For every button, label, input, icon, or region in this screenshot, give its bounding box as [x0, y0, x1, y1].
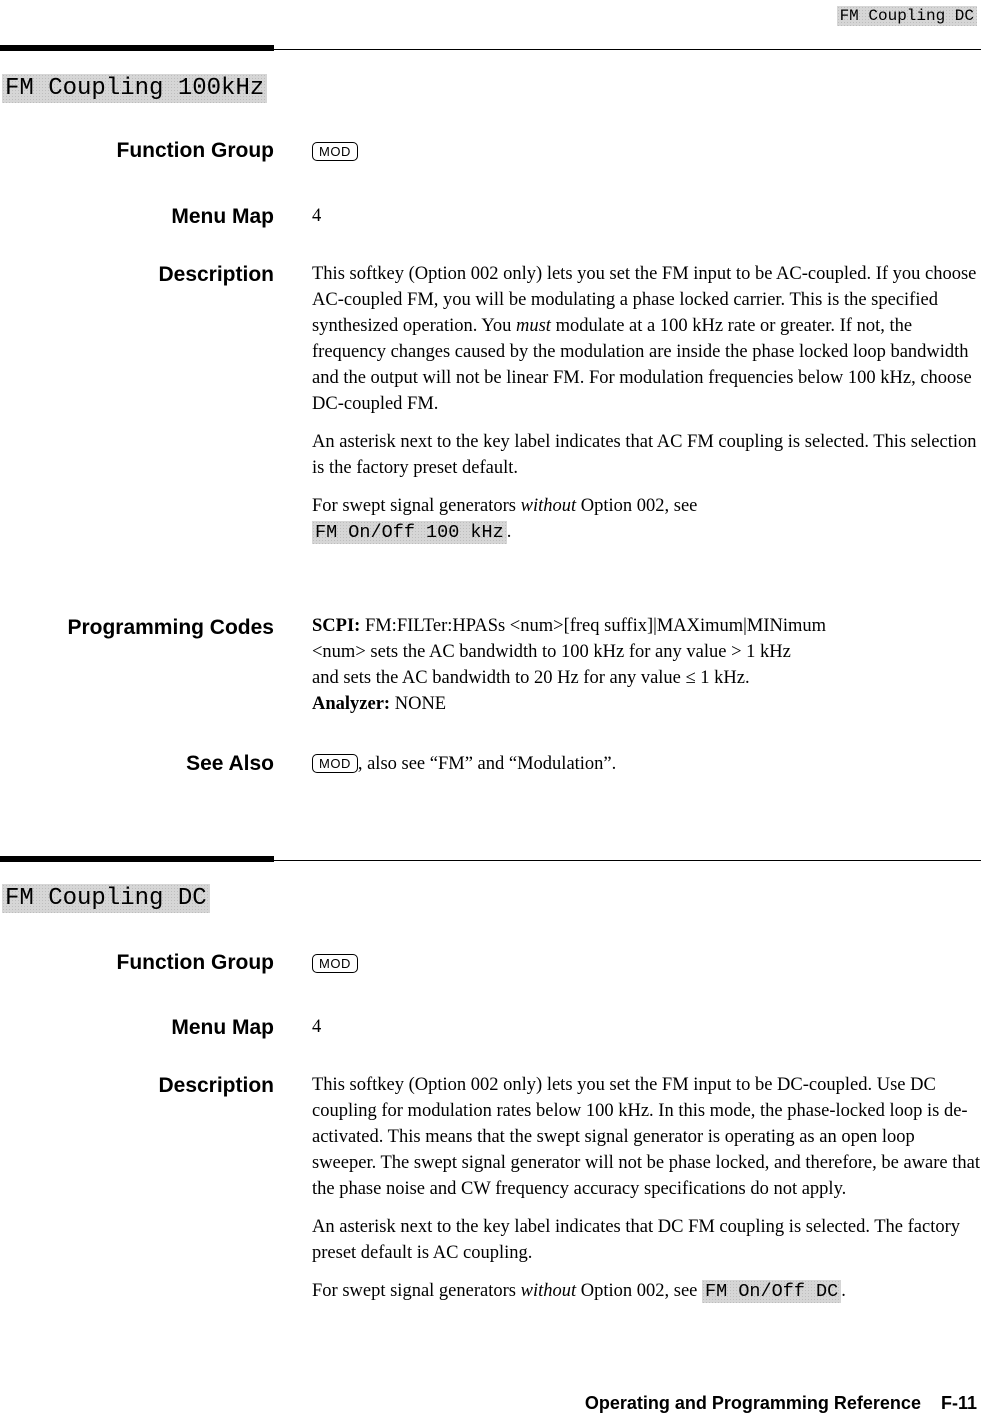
- header-softkey-label: FM Coupling DC: [837, 6, 977, 26]
- description-text: .: [841, 1281, 846, 1301]
- analyzer-label: Analyzer:: [312, 694, 391, 714]
- footer-text: Operating and Programming Reference: [584, 1393, 921, 1413]
- description-text: .: [506, 522, 512, 542]
- section-rule: [0, 860, 981, 861]
- description-body: [312, 261, 980, 558]
- see-also-body: [312, 751, 980, 777]
- programming-codes-label: Programming Codes: [67, 616, 274, 639]
- description-text: Option 002, see: [576, 496, 698, 516]
- mod-key: MOD: [312, 754, 358, 773]
- description-text: An asterisk next to the key label indicates that DC FM coupling is selected. The factory preset default is AC coupling.: [312, 1217, 961, 1263]
- description-text: Option 002, see: [576, 1281, 703, 1301]
- programming-codes-body: [312, 613, 980, 717]
- page-footer: [585, 1393, 977, 1414]
- description-emphasis: without: [520, 496, 577, 516]
- menu-map-value: 4: [312, 1017, 322, 1037]
- description-text: For swept signal generators: [312, 496, 521, 516]
- softkey-reference: FM On/Off 100 kHz: [312, 521, 507, 544]
- description-label: Description: [158, 263, 274, 286]
- function-group-label: Function Group: [116, 951, 274, 974]
- see-also-label: See Also: [186, 752, 274, 775]
- description-text: This softkey (Option 002 only) lets you set the FM input to be AC-coupled. If you choose AC-coupled FM, you will be modulating a phase locked carrier. This is the specified synthesized operation. You: [312, 264, 977, 336]
- menu-map-label: Menu Map: [171, 205, 274, 228]
- description-text: For swept signal generators: [312, 1281, 521, 1301]
- mod-key: MOD: [312, 142, 358, 161]
- description-text: An asterisk next to the key label indicates that AC FM coupling is selected. This selection is the factory preset default.: [312, 432, 977, 478]
- see-also-text: , also see “FM” and “Modulation”.: [357, 754, 617, 774]
- description-emphasis: without: [520, 1281, 577, 1301]
- menu-map-value: 4: [312, 206, 322, 226]
- section-rule: [0, 49, 981, 50]
- section-title: FM Coupling 100kHz: [2, 74, 267, 103]
- softkey-reference: FM On/Off DC: [702, 1280, 841, 1303]
- scpi-text: <num> sets the AC bandwidth to 100 kHz for any value > 1 kHz: [312, 642, 791, 662]
- section-title: FM Coupling DC: [2, 884, 210, 913]
- mod-key: MOD: [312, 954, 358, 973]
- page-number: F-11: [940, 1393, 977, 1413]
- description-body: [312, 1072, 980, 1317]
- function-group-label: Function Group: [116, 139, 274, 162]
- scpi-text: and sets the AC bandwidth to 20 Hz for any value ≤ 1 kHz.: [312, 668, 750, 688]
- description-text: This softkey (Option 002 only) lets you set the FM input to be DC-coupled. Use DC coupling for modulation rates below 100 kHz. In this mode, the phase-locked loop is de-activated. This means that the swept signal generator is operating as an open loop sweeper. The swept signal generator will not be phase locked, and therefore, be aware that the phase noise and CW frequency accuracy specifications do not apply.: [312, 1075, 980, 1199]
- scpi-command: FM:FILTer:HPASs <num>[freq suffix]|MAXimum|MINimum: [360, 616, 827, 636]
- description-text: modulate at a 100 kHz rate or greater. If not, the frequency changes caused by the modulation are inside the phase locked loop bandwidth and the output will not be linear FM. For modulation frequencies below 100 kHz, choose DC-coupled FM.: [312, 316, 972, 414]
- description-label: Description: [158, 1074, 274, 1097]
- analyzer-value: NONE: [390, 694, 447, 714]
- description-emphasis: must: [516, 316, 551, 336]
- menu-map-label: Menu Map: [171, 1016, 274, 1039]
- scpi-label: SCPI:: [312, 616, 361, 636]
